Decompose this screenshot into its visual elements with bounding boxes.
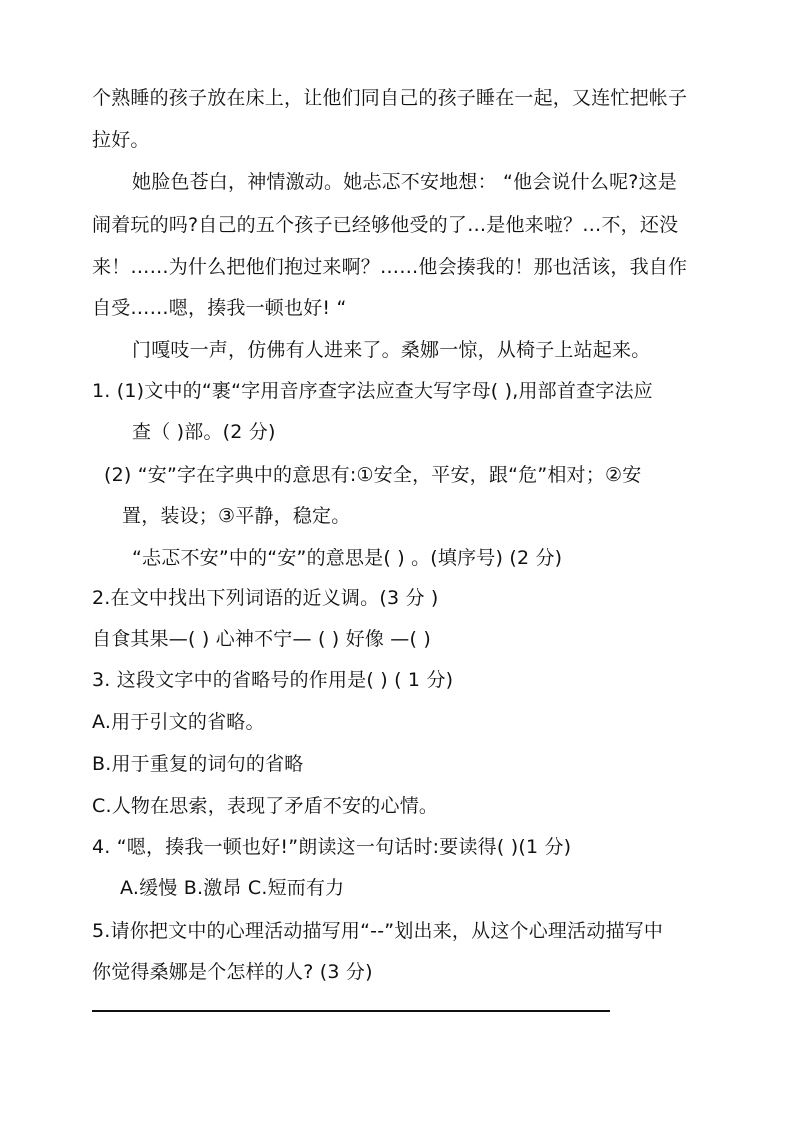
- passage-line-1: 个熟睡的孩子放在床上，让他们同自己的孩子睡在一起，又连忙把帐子: [92, 87, 688, 109]
- passage-line-5: 来！……为什么把他们抱过来啊？……他会揍我的！那也活该，我自作: [92, 256, 688, 278]
- passage-line-3: 她脸色苍白，神情激动。她忐忑不安地想： “他会说什么呢?这是: [132, 171, 677, 193]
- passage-line-4: 闹着玩的吗?自己的五个孩子已经够他受的了…是他来啦？…不，还没: [92, 214, 679, 236]
- question-3-option-c: C.人物在思索，表现了矛盾不安的心情。: [92, 795, 439, 817]
- question-4-line-1: 4. “嗯，揍我一顿也好!”朗读这一句话时:要读得( )(1 分): [92, 836, 572, 858]
- passage-line-2: 拉好。: [92, 129, 150, 151]
- passage-line-7: 门嘎吱一声，仿佛有人进来了。桑娜一惊，从椅子上站起来。: [132, 339, 651, 361]
- answer-line[interactable]: [92, 1010, 610, 1012]
- question-3-option-a: A.用于引文的省略。: [92, 711, 265, 733]
- question-2-line-1: 2.在文中找出下列词语的近义调。(3 分 ): [92, 587, 439, 609]
- question-1-line-2: 查（ )部。(2 分): [132, 421, 276, 443]
- question-3-option-b: B.用于重复的词句的省略: [92, 753, 304, 775]
- question-4-options: A.缓慢 B.激昂 C.短而有力: [120, 877, 345, 899]
- question-3-line-1: 3. 这段文字中的省略号的作用是( ) ( 1 分): [92, 669, 454, 691]
- question-1-line-1: 1. (1)文中的“裹“字用音序查字法应查大写字母( ),用部首查字法应: [92, 380, 653, 402]
- question-1-part-2-line-3: “忐忑不安”中的“安”的意思是( ) 。(填序号) (2 分): [132, 547, 563, 569]
- question-2-line-2: 自食其果—( ) 心神不宁— ( ) 好像 —( ): [92, 628, 431, 650]
- question-5-line-2: 你觉得桑娜是个怎样的人? (3 分): [92, 961, 373, 983]
- passage-line-6: 自受……嗯，揍我一顿也好! “: [92, 297, 347, 319]
- question-1-part-2-line-1: (2) “安”字在字典中的意思有:①安全，平安，跟“危”相对；②安: [104, 464, 642, 486]
- question-1-part-2-line-2: 置，装设；③平静，稳定。: [122, 505, 351, 527]
- question-5-line-1: 5.请你把文中的心理活动描写用“--”划出来，从这个心理活动描写中: [92, 920, 664, 942]
